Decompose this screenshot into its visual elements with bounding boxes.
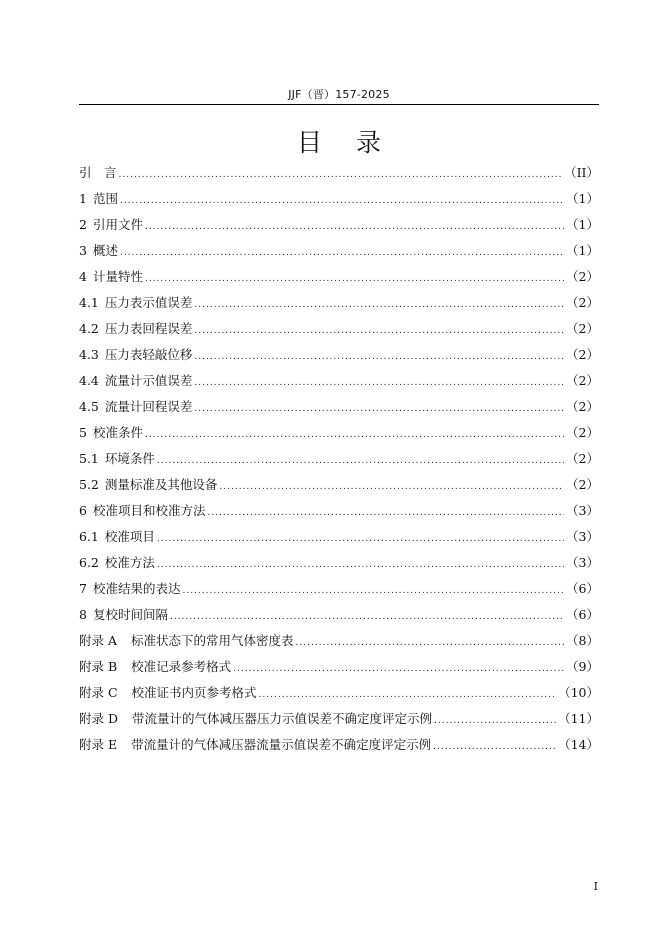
toc-entry-title: 引 言: [79, 165, 117, 180]
toc-entry[interactable]: [79, 449, 599, 475]
toc-entry[interactable]: [79, 423, 599, 449]
toc-entry-label: [79, 189, 118, 209]
toc-dot-leader: [145, 269, 564, 289]
toc-entry-page: （6）: [566, 607, 599, 622]
toc-dot-leader: [219, 477, 564, 497]
toc-entry-page: （1）: [566, 191, 599, 206]
toc-entry-page: （2）: [566, 425, 599, 440]
toc-entry-number: 附录 D: [79, 711, 118, 726]
toc-entry-label: [79, 553, 155, 573]
toc-entry-number: 8: [79, 607, 87, 622]
toc-entry-page: （2）: [566, 321, 599, 336]
toc-dot-leader: [145, 425, 564, 445]
toc-dot-leader: [157, 555, 564, 575]
toc-entry[interactable]: [79, 319, 599, 345]
toc-entry-label: [79, 241, 118, 261]
toc-entry-title: 测量标准及其他设备: [104, 477, 218, 492]
toc-entry-page: （11）: [558, 711, 599, 726]
toc-entry-label: [79, 475, 217, 495]
toc-entry-page: （8）: [566, 633, 599, 648]
toc-entry[interactable]: [79, 631, 599, 657]
toc-entry-page: （3）: [566, 555, 599, 570]
toc-entry-label: [79, 319, 192, 339]
toc-entry-page: （1）: [566, 217, 599, 232]
toc-entry-page: （1）: [566, 243, 599, 258]
toc-entry-label: [79, 735, 431, 755]
toc-entry-page: （2）: [566, 295, 599, 310]
toc-entry-label: [79, 449, 155, 469]
toc-entry-title: 范围: [92, 191, 118, 206]
table-of-contents: [79, 163, 599, 761]
toc-dot-leader: [194, 399, 564, 419]
toc-entry-label: [79, 267, 143, 287]
toc-entry-label: [79, 631, 294, 651]
toc-entry-number: 6: [79, 503, 87, 518]
toc-entry-page: （10）: [558, 685, 599, 700]
toc-entry-number: 6.1: [79, 529, 99, 544]
toc-entry-number: 4.4: [79, 373, 99, 388]
toc-entry-title: 标准状态下的常用气体密度表: [131, 633, 294, 648]
toc-entry-number: 6.2: [79, 555, 99, 570]
toc-entry-label: [79, 371, 192, 391]
toc-dot-leader: [120, 191, 564, 211]
toc-entry-label: [79, 423, 143, 443]
toc-entry[interactable]: [79, 553, 599, 579]
toc-entry-title: 压力表示值误差: [104, 295, 193, 310]
toc-entry-page: （14）: [558, 737, 599, 752]
toc-entry[interactable]: [79, 215, 599, 241]
toc-entry-label: [79, 527, 155, 547]
toc-entry-label: [79, 345, 192, 365]
toc-entry-title: 流量计示值误差: [104, 373, 193, 388]
document-header: JJF（晋）157-2025: [288, 88, 390, 101]
toc-entry-number: 附录 C: [79, 685, 118, 700]
toc-entry-label: [79, 605, 168, 625]
page-title: 目录: [296, 128, 415, 157]
toc-entry[interactable]: [79, 189, 599, 215]
toc-entry[interactable]: [79, 579, 599, 605]
toc-dot-leader: [182, 581, 564, 601]
toc-entry-number: 4: [79, 269, 87, 284]
toc-entry-number: 4.2: [79, 321, 99, 336]
toc-dot-leader: [233, 659, 564, 679]
toc-entry[interactable]: [79, 293, 599, 319]
toc-entry-title: 校准项目: [104, 529, 155, 544]
toc-entry-title: 复校时间间隔: [92, 607, 168, 622]
toc-entry-label: [79, 215, 143, 235]
toc-dot-leader: [207, 503, 564, 523]
toc-entry-page: （2）: [566, 451, 599, 466]
toc-dot-leader: [157, 529, 564, 549]
toc-entry-page: （2）: [566, 477, 599, 492]
toc-entry[interactable]: [79, 163, 599, 189]
toc-entry-number: 附录 A: [79, 633, 118, 648]
toc-entry-number: 5.1: [79, 451, 99, 466]
toc-entry-label: [79, 397, 192, 417]
toc-dot-leader: [194, 347, 564, 367]
toc-entry-page: （2）: [566, 399, 599, 414]
toc-entry-number: 4.3: [79, 347, 99, 362]
toc-entry-number: 4.5: [79, 399, 99, 414]
toc-dot-leader: [170, 607, 564, 627]
toc-dot-leader: [194, 321, 564, 341]
toc-entry[interactable]: [79, 657, 599, 683]
toc-entry-number: 2: [79, 217, 87, 232]
toc-entry[interactable]: [79, 475, 599, 501]
toc-dot-leader: [434, 711, 556, 731]
toc-entry-page: （2）: [566, 347, 599, 362]
toc-dot-leader: [157, 451, 564, 471]
toc-entry-page: （3）: [566, 503, 599, 518]
toc-entry-number: 5: [79, 425, 87, 440]
toc-entry[interactable]: [79, 735, 599, 761]
toc-entry-title: 校准证书内页参考格式: [131, 685, 257, 700]
toc-entry-title: 概述: [92, 243, 118, 258]
toc-dot-leader: [120, 243, 564, 263]
toc-entry-title: 引用文件: [92, 217, 143, 232]
toc-entry-label: [79, 293, 192, 313]
toc-entry[interactable]: [79, 683, 599, 709]
toc-entry[interactable]: [79, 397, 599, 423]
toc-entry-title: 压力表轻敲位移: [104, 347, 193, 362]
toc-entry-number: 4.1: [79, 295, 99, 310]
toc-entry-number: 附录 E: [79, 737, 118, 752]
toc-entry[interactable]: [79, 605, 599, 631]
toc-entry-page: （2）: [566, 373, 599, 388]
toc-entry-number: 1: [79, 191, 87, 206]
toc-entry-label: [79, 501, 205, 521]
toc-entry-title: 计量特性: [92, 269, 143, 284]
toc-entry-page: （9）: [566, 659, 599, 674]
toc-entry[interactable]: [79, 371, 599, 397]
toc-entry-page: （3）: [566, 529, 599, 544]
header-rule: [79, 104, 599, 105]
toc-entry-title: 校准结果的表达: [92, 581, 181, 596]
toc-entry-label: [79, 163, 117, 183]
toc-entry-title: 带流量计的气体减压器流量示值误差不确定度评定示例: [131, 737, 432, 752]
toc-dot-leader: [119, 165, 563, 185]
toc-entry-number: 附录 B: [79, 659, 118, 674]
toc-entry[interactable]: [79, 527, 599, 553]
toc-entry-number: 5.2: [79, 477, 99, 492]
toc-entry[interactable]: [79, 345, 599, 371]
toc-entry-title: 压力表回程误差: [104, 321, 193, 336]
toc-entry-title: 流量计回程误差: [104, 399, 193, 414]
toc-entry-label: [79, 657, 231, 677]
toc-dot-leader: [296, 633, 565, 653]
toc-entry-number: 7: [79, 581, 87, 596]
toc-entry-title: 环境条件: [104, 451, 155, 466]
toc-entry[interactable]: [79, 241, 599, 267]
toc-entry-page: （2）: [566, 269, 599, 284]
toc-entry-title: 校准方法: [104, 555, 155, 570]
toc-entry[interactable]: [79, 501, 599, 527]
toc-entry[interactable]: [79, 709, 599, 735]
toc-entry-number: 3: [79, 243, 87, 258]
toc-entry-label: [79, 579, 180, 599]
toc-entry-title: 校准记录参考格式: [131, 659, 232, 674]
toc-entry[interactable]: [79, 267, 599, 293]
toc-entry-page: （II）: [564, 165, 599, 180]
page-number: I: [593, 880, 598, 893]
toc-entry-title: 带流量计的气体减压器压力示值误差不确定度评定示例: [132, 711, 433, 726]
toc-entry-title: 校准条件: [92, 425, 143, 440]
toc-dot-leader: [194, 295, 564, 315]
toc-entry-label: [79, 683, 257, 703]
toc-entry-title: 校准项目和校准方法: [92, 503, 206, 518]
toc-entry-page: （6）: [566, 581, 599, 596]
toc-dot-leader: [433, 737, 556, 757]
toc-dot-leader: [194, 373, 564, 393]
toc-dot-leader: [145, 217, 564, 237]
toc-entry-label: [79, 709, 432, 729]
toc-dot-leader: [259, 685, 557, 705]
